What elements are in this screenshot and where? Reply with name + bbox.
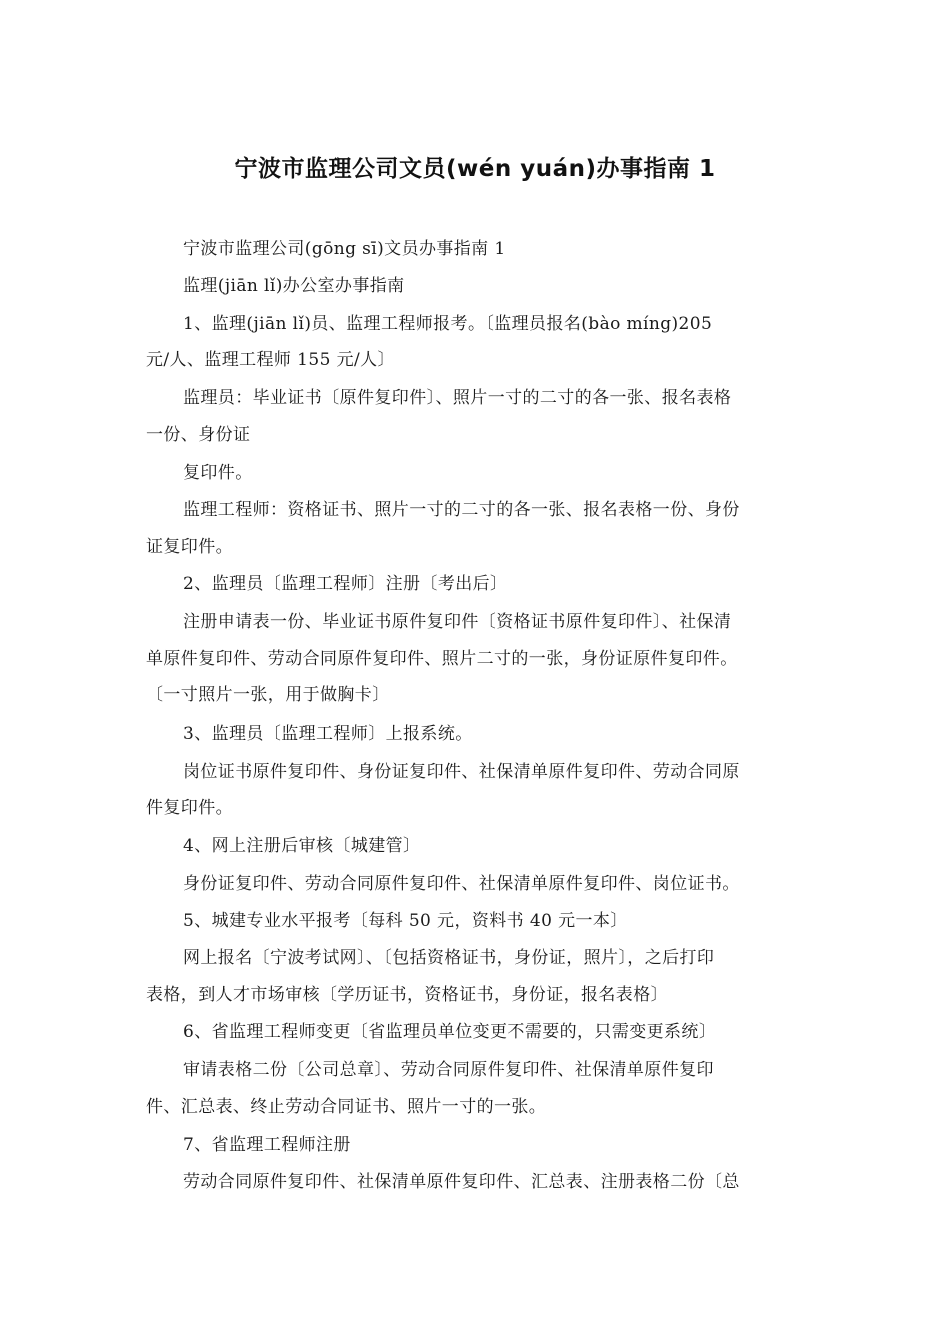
text-line: 监理(jiān lǐ)办公室办事指南 — [183, 276, 405, 296]
text-line: 件、汇总表、终止劳动合同证书、照片一寸的一张。 — [146, 1097, 547, 1117]
text-line: 件复印件。 — [146, 798, 233, 818]
text-line: 网上报名〔宁波考试网〕、〔包括资格证书，身份证，照片〕，之后打印 — [183, 948, 715, 968]
text-line: 7、省监理工程师注册 — [183, 1135, 351, 1155]
text-line: 3、监理员〔监理工程师〕上报系统。 — [183, 724, 473, 744]
text-line: 〔一寸照片一张，用于做胸卡〕 — [146, 685, 390, 705]
text-line: 1、监理(jiān lǐ)员、监理工程师报考。〔监理员报名(bào míng)205 — [183, 314, 713, 334]
text-line: 注册申请表一份、毕业证书原件复印件〔资格证书原件复印件〕、社保清 — [183, 612, 732, 632]
text-line: 监理工程师：资格证书、照片一寸的二寸的各一张、报名表格一份、身份 — [183, 500, 740, 520]
text-line: 单原件复印件、劳动合同原件复印件、照片二寸的一张，身份证原件复印件。 — [146, 649, 738, 669]
text-line: 身份证复印件、劳动合同原件复印件、社保清单原件复印件、岗位证书。 — [183, 874, 740, 894]
text-line: 一份、身份证 — [146, 425, 251, 445]
text-line: 岗位证书原件复印件、身份证复印件、社保清单原件复印件、劳动合同原 — [183, 762, 740, 782]
text-line: 元/人、监理工程师 155 元/人〕 — [146, 350, 395, 370]
text-line: 审请表格二份〔公司总章〕、劳动合同原件复印件、社保清单原件复印 — [183, 1060, 714, 1080]
text-line: 劳动合同原件复印件、社保清单原件复印件、汇总表、注册表格二份〔总 — [183, 1172, 740, 1192]
text-line: 5、城建专业水平报考〔每科 50 元，资料书 40 元一本〕 — [183, 911, 628, 931]
text-line: 证复印件。 — [146, 537, 233, 557]
text-line: 6、省监理工程师变更〔省监理员单位变更不需要的，只需变更系统〕 — [183, 1022, 717, 1042]
text-line: 复印件。 — [183, 463, 253, 483]
text-line: 表格，到人才市场审核〔学历证书，资格证书，身份证，报名表格〕 — [146, 985, 668, 1005]
text-line: 2、监理员〔监理工程师〕注册〔考出后〕 — [183, 574, 508, 594]
document-title: 宁波市监理公司文员(wén yuán)办事指南 1 — [234, 156, 716, 182]
text-line: 监理员：毕业证书〔原件复印件〕、照片一寸的二寸的各一张、报名表格 — [183, 388, 732, 408]
text-line: 宁波市监理公司(gōng sī)文员办事指南 1 — [183, 239, 506, 259]
text-line: 4、网上注册后审核〔城建管〕 — [183, 836, 421, 856]
